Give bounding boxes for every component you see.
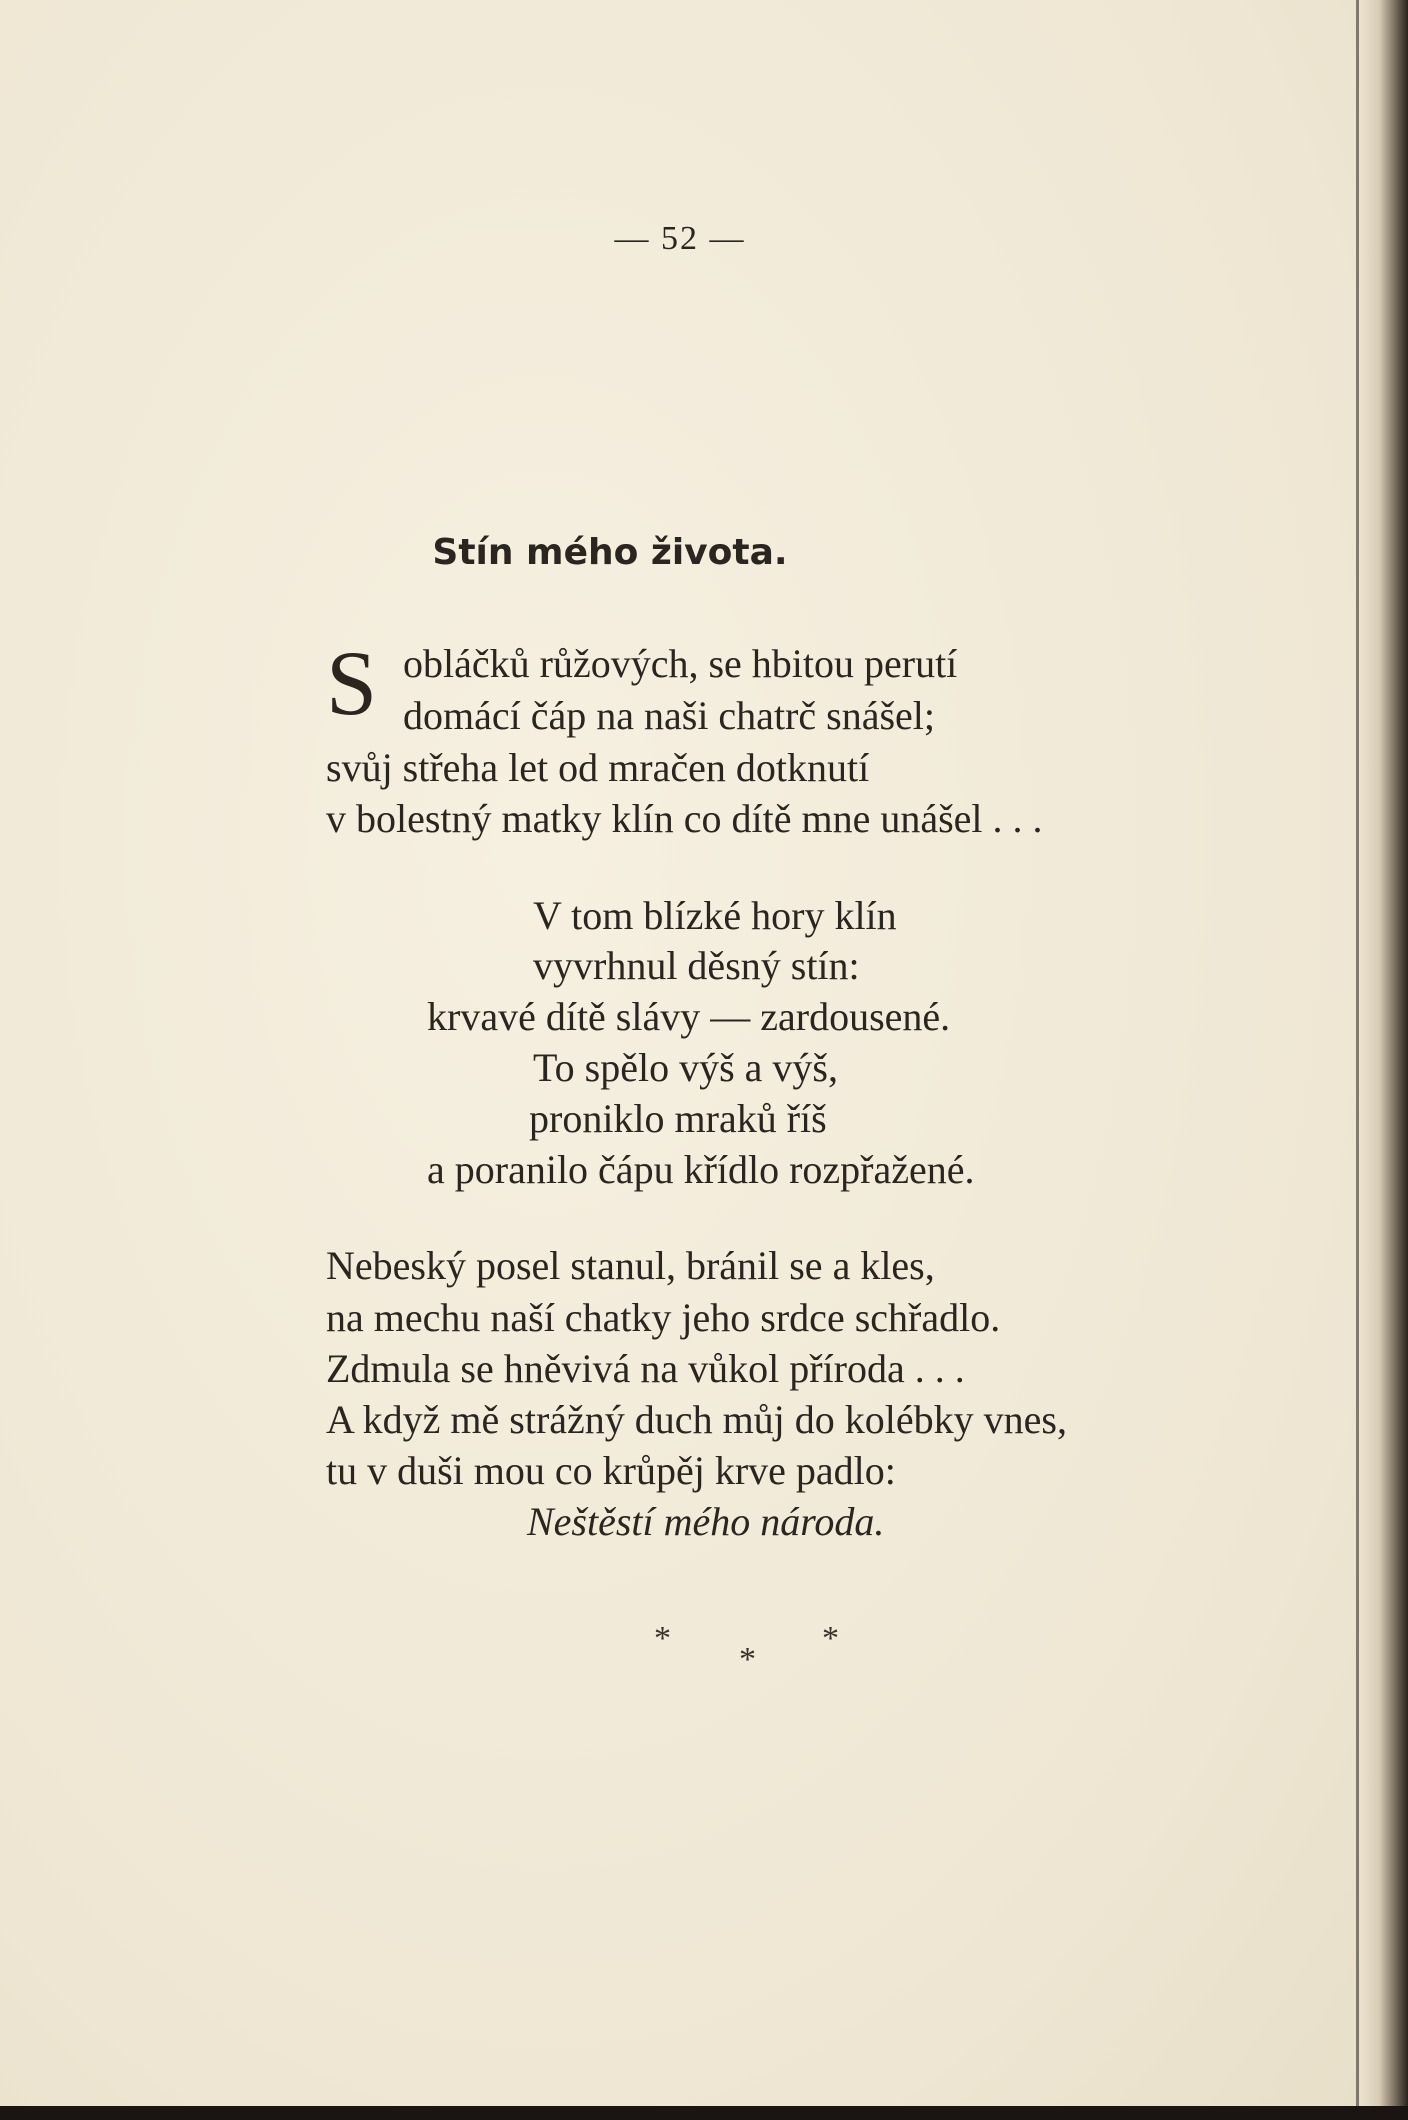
poem-title: Stín mého života.	[432, 532, 788, 573]
stanza1-line-4: v bolestný matky klín co dítě mne unášel . . .	[326, 796, 1043, 841]
drop-cap: S	[326, 632, 378, 734]
book-spine-edge	[1360, 0, 1408, 2120]
stanza1-line-2: domácí čáp na naši chatrč snášel;	[403, 693, 935, 738]
stanza2-line-4: To spělo výš a výš,	[533, 1045, 838, 1090]
stanza3-line-2: na mechu naší chatky jeho srdce schřadlo.	[326, 1295, 1001, 1340]
stanza2-line-5: proniklo mraků říš	[529, 1096, 827, 1141]
stanza3-line-6: Neštěstí mého národa.	[527, 1499, 885, 1544]
stanza1-line-1: obláčků růžových, se hbitou perutí	[403, 641, 958, 686]
page-edge-shadow	[1356, 0, 1359, 2106]
separator-asterisk-left: *	[654, 1620, 671, 1657]
separator-asterisk-middle: *	[739, 1641, 756, 1678]
stanza2-line-1: V tom blízké hory klín	[533, 893, 897, 938]
stanza2-line-6: a poranilo čápu křídlo rozpřažené.	[427, 1147, 975, 1192]
stanza3-line-5: tu v duši mou co krůpěj krve padlo:	[326, 1448, 896, 1493]
stanza3-line-3: Zdmula se hněvivá na vůkol příroda . . .	[326, 1346, 965, 1391]
page-number: — 52 —	[614, 220, 746, 257]
stanza2-line-2: vyvrhnul děsný stín:	[533, 943, 860, 988]
stanza2-line-3: krvavé dítě slávy — zardousené.	[427, 994, 951, 1039]
stanza3-line-4: A když mě strážný duch můj do kolébky vnes,	[326, 1397, 1067, 1442]
stanza1-line-3: svůj střeha let od mračen dotknutí	[326, 745, 870, 790]
stanza3-line-1: Nebeský posel stanul, bránil se a kles,	[326, 1243, 935, 1288]
scan-bottom-border	[0, 2106, 1408, 2120]
separator-asterisk-right: *	[822, 1620, 839, 1657]
